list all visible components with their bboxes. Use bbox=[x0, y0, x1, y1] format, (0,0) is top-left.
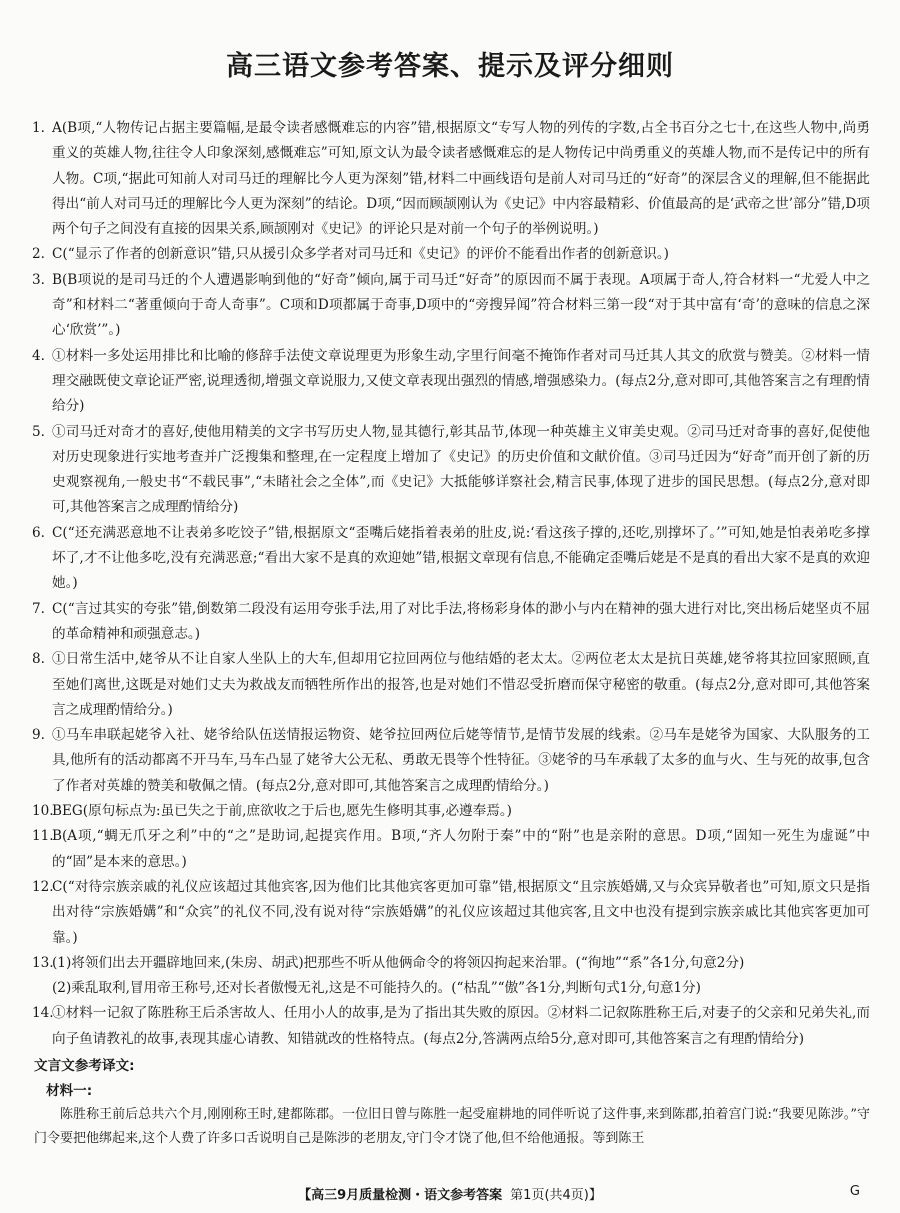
translation-paragraph: 陈胜称王前后总共六个月,刚刚称王时,建都陈郡。一位旧日曾与陈胜一起受雇耕地的同伴听说了这件事,来到陈郡,拍着宫门说:“我要见陈涉。”守门令要把他绑起来,这个人费了许多口舌说明自己是陈涉的老朋友,守门令才饶了他,但不给他通报。等到陈王 bbox=[34, 1106, 870, 1146]
answer-text: A(B项,“人物传记占据主要篇幅,是最令读者感慨难忘的内容”错,根据原文“专写人物的列传的字数,占全书百分之七十,在这些人物中,尚勇重义的英雄人物,往往令人印象深刻,感慨难忘”可知,原文认为最令读者感慨难忘的是人物传记中尚勇重义的英雄人物,而不是传记中的所有人物。C项,“据此可知前人对司马迁的理解比今人更为深刻”错,材料二中画线语句是前人对司马迁的“好奇”的深层含义的理解,但不能据此得出“前人对司马迁的理解比今人更为深刻”的结论。D项,“因而顾颉刚认为《史记》中内容最精彩、价值最高的是‘武帝之世’部分”错,D项两个句子之间没有直接的因果关系,顾颉刚对《史记》的评论只是对前一个句子的举例说明。) bbox=[52, 120, 870, 238]
answer-text: B(B项说的是司马迁的个人遭遇影响到他的“好奇”倾向,属于司马迁“好奇”的原因而不属于表现。A项属于奇人,符合材料一“尤爱人中之奇”和材料二“著重倾向于奇人奇事”。C项和D项都属于奇事,D项中的“旁搜异闻”符合材料三第一段“对于其中富有‘奇’的意味的信息之深心‘欣赏’”。) bbox=[52, 271, 870, 339]
answer-text: ①司马迁对奇才的喜好,使他用精美的文字书写历史人物,显其德行,彰其品节,体现一种英雄主义审美史观。②司马迁对奇事的喜好,促使他对历史现象进行实地考查并广泛搜集和整理,在一定程度上增加了《史记》的历史价值和文献价值。③司马迁因为“好奇”而开创了新的历史观察视角,一般史书“不载民事”,“未睹社会之全体”,而《史记》大抵能够详察社会,精言民事,体现了进步的国民思想。(每点2分,意对即可,其他答案言之成理酌情给分) bbox=[52, 423, 870, 516]
material-heading: 材料一: bbox=[46, 1082, 93, 1099]
answer-text: C(“对待宗族亲戚的礼仪应该超过其他宾客,因为他们比其他宾客更加可靠”错,根据原文“且宗族婚媾,又与众宾异敬者也”可知,原文只是指出对待“宗族婚媾”和“众宾”的礼仪不同,没有说对待“宗族婚媾”的礼仪应该超过其他宾客,且文中也没有提到宗族亲戚比其他宾客更加可靠。) bbox=[52, 878, 870, 946]
translation-heading: 文言文参考译文: bbox=[34, 1057, 135, 1074]
answer-number: 8. bbox=[32, 651, 45, 668]
answer-number: 1. bbox=[32, 120, 45, 136]
answer-item bbox=[34, 875, 870, 951]
answer-number: 2. bbox=[32, 246, 45, 263]
answer-number: 11. bbox=[32, 828, 54, 845]
answer-text: B(A项,“蜩无爪牙之利”中的“之”是助词,起提宾作用。B项,“齐人勿附于秦”中的“附”也是亲附的意思。D项,“固知一死生为虚诞”中的“固”是本来的意思。) bbox=[52, 828, 870, 870]
answer-number: 9. bbox=[32, 727, 45, 744]
answer-text: BEG(原句标点为:虽已失之于前,庶欲收之于后也,愿先生修明其事,必遵奉焉。) bbox=[52, 803, 512, 820]
answer-text: (2)乘乱取利,冒用帝王称号,还对长者傲慢无礼,这是不可能持久的。(“枯乱”“傲”各1分,判断句式1分,句意1分) bbox=[52, 980, 701, 997]
answer-number: 14. bbox=[32, 1005, 54, 1022]
version-code: G bbox=[849, 1184, 860, 1199]
answer-item bbox=[34, 799, 870, 824]
answer-item bbox=[34, 723, 870, 799]
answer-text: C(“还充满恶意地不让表弟多吃饺子”错,根据原文“歪嘴后姥指着表弟的肚皮,说:‘看这孩子撑的,还吃,别撑坏了。’”可知,她是怕表弟吃多撑坏了,才不让他多吃,没有充满恶意;“看出大家不是真的欢迎她”错,根据文章现有信息,不能确定歪嘴后姥是不是真的看出大家不是真的欢迎她。) bbox=[52, 524, 870, 592]
answer-text: ①材料一记叙了陈胜称王后杀害故人、任用小人的故事,是为了指出其失败的原因。②材料二记叙陈胜称王后,对妻子的父亲和兄弟失礼,而向子鱼请教礼的故事,表现其虚心请教、知错就改的性格特点。(每点2分,答满两点给5分,意对即可,其他答案言之有理酌情给分) bbox=[52, 1005, 870, 1047]
answer-number: 5. bbox=[32, 423, 45, 440]
page-title: 高三语文参考答案、提示及评分细则 bbox=[226, 51, 674, 82]
answer-number: 12. bbox=[32, 878, 54, 895]
answer-item bbox=[34, 420, 870, 521]
answer-item bbox=[34, 242, 870, 267]
answer-item bbox=[34, 647, 870, 723]
answer-item bbox=[34, 1001, 870, 1052]
answer-text: C(“言过其实的夸张”错,倒数第二段没有运用夸张手法,用了对比手法,将杨彩身体的渺小与内在精神的强大进行对比,突出杨后姥坚贞不屈的革命精神和顽强意志。) bbox=[52, 600, 870, 642]
footer-label: 【高三9月质量检测・语文参考答案 bbox=[298, 1188, 503, 1203]
answer-number: 6. bbox=[32, 524, 45, 541]
answer-item bbox=[34, 824, 870, 875]
answer-number: 7. bbox=[32, 600, 45, 617]
answer-item bbox=[34, 521, 870, 597]
answer-list bbox=[34, 116, 870, 1151]
answer-item bbox=[34, 597, 870, 648]
page-number: 第1页(共4页)】 bbox=[510, 1188, 602, 1203]
answer-text: (1)将领们出去开疆辟地回来,(朱房、胡武)把那些不听从他俩命令的将领囚拘起来治罪。(“徇地”“系”各1分,句意2分) bbox=[52, 954, 745, 971]
answer-number: 3. bbox=[32, 271, 45, 288]
answer-number: 13. bbox=[32, 954, 54, 971]
answer-text: ①日常生活中,姥爷从不让自家人坐队上的大车,但却用它拉回两位与他结婚的老太太。②两位老太太是抗日英雄,姥爷将其拉回家照顾,直至她们离世,这既是对她们丈夫为救战友而牺牲所作出的报答,也是对她们不惜忍受折磨而保守秘密的敬重。(每点2分,意对即可,其他答案言之成理酌情给分。) bbox=[52, 651, 870, 718]
answer-item bbox=[34, 344, 870, 420]
answer-item bbox=[34, 951, 870, 1002]
page-footer bbox=[0, 1184, 900, 1203]
answer-text: C(“显示了作者的创新意识”错,只从援引众多学者对司马迁和《史记》的评价不能看出作者的创新意识。) bbox=[52, 246, 669, 263]
answer-text: ①马车串联起姥爷入社、姥爷给队伍送情报运物资、姥爷拉回两位后姥等情节,是情节发展的线索。②马车是姥爷为国家、大队服务的工具,他所有的活动都离不开马车,马车凸显了姥爷大公无私、勇敢无畏等个性特征。③姥爷的马车承载了太多的血与火、生与死的故事,包含了作者对英雄的赞美和敬佩之情。(每点2分,意对即可,其他答案言之成理酌情给分。) bbox=[52, 727, 870, 794]
answer-item bbox=[34, 116, 870, 242]
answer-number: 10. bbox=[32, 803, 54, 820]
answer-item bbox=[34, 268, 870, 344]
answer-number: 4. bbox=[32, 347, 45, 364]
answer-text: ①材料一多处运用排比和比喻的修辞手法使文章说理更为形象生动,字里行间毫不掩饰作者对司马迁其人其文的欣赏与赞美。②材料一情理交融既使文章论证严密,说理透彻,增强文章说服力,又使文章表现出强烈的情感,增强感染力。(每点2分,意对即可,其他答案言之有理酌情给分) bbox=[52, 347, 870, 415]
